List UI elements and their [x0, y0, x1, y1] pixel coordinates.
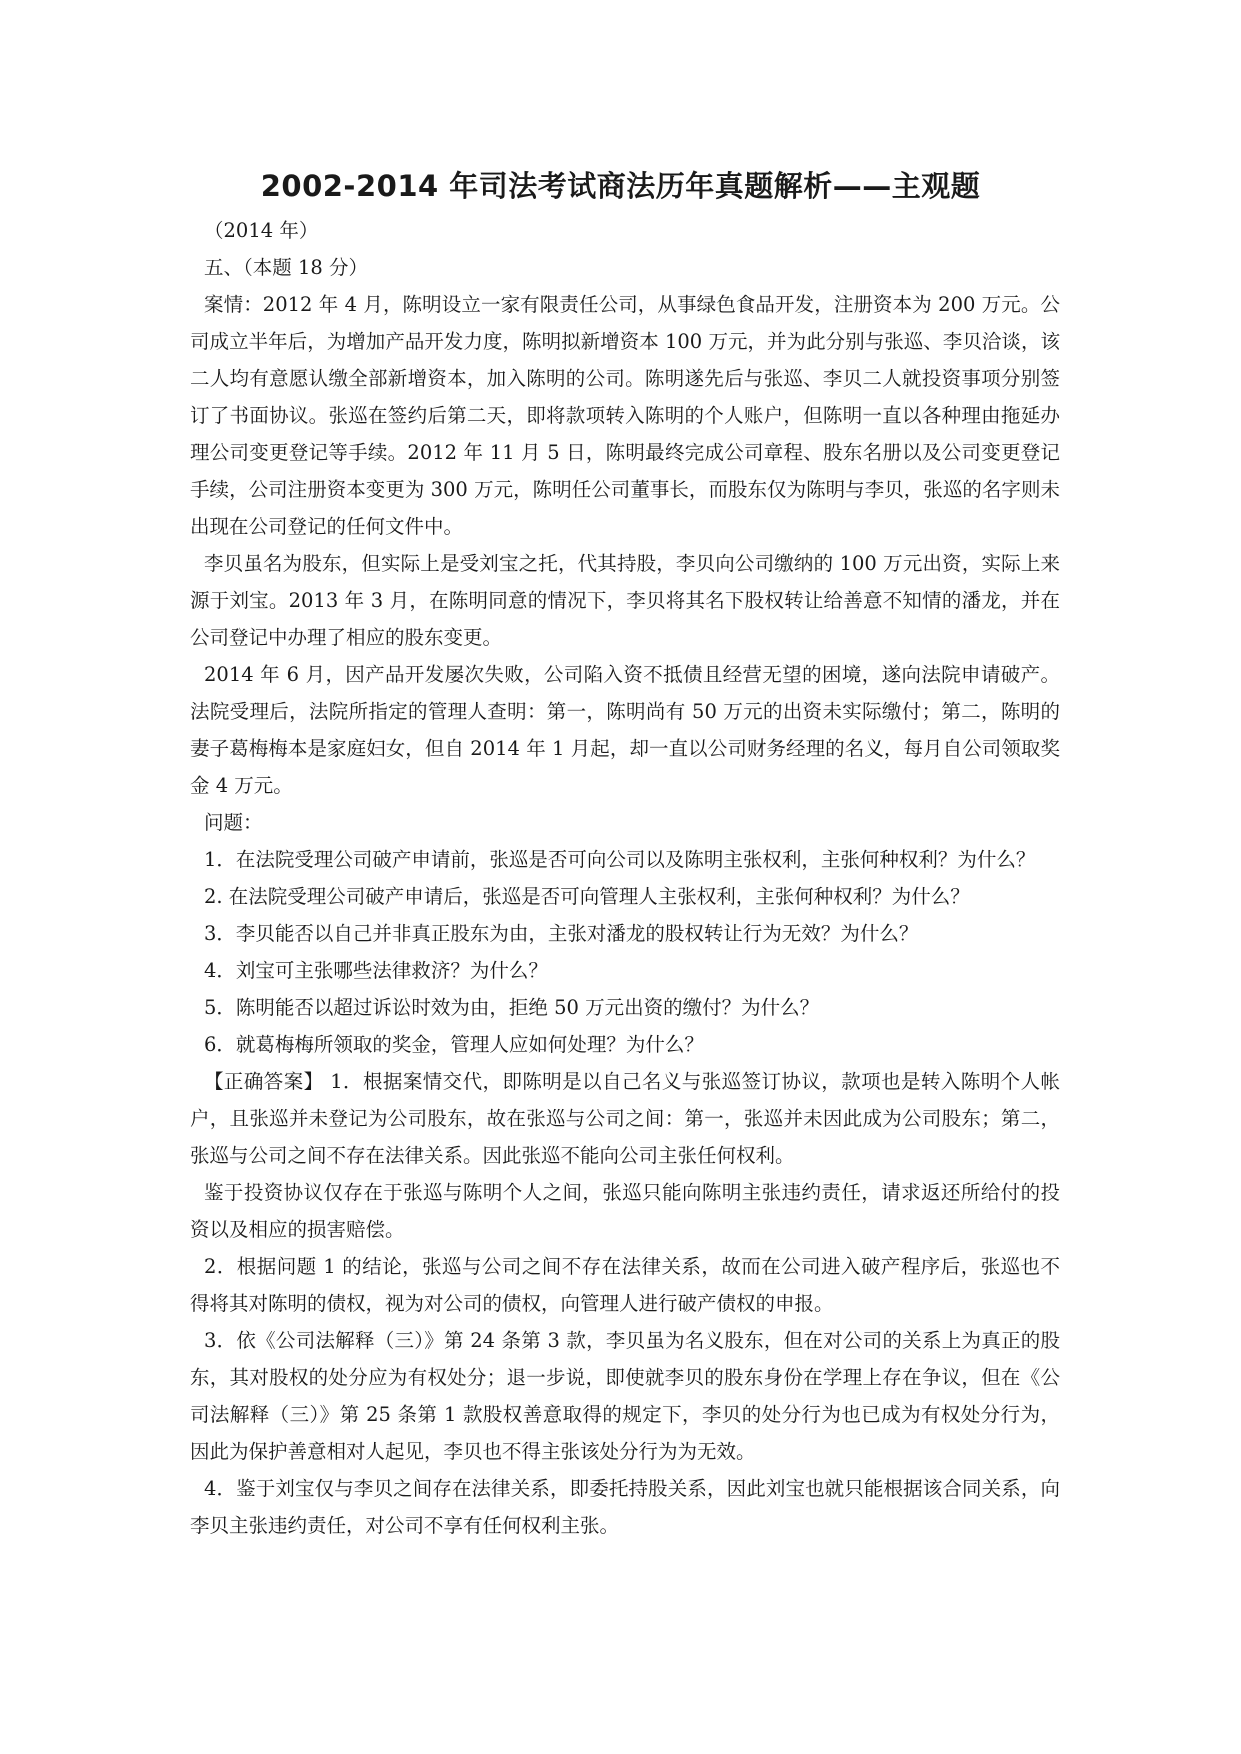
answer-paragraph: 4．鉴于刘宝仅与李贝之间存在法律关系，即委托持股关系，因此刘宝也就只能根据该合同关系，向李贝主张违约责任，对公司不享有任何权利主张。	[190, 1477, 1060, 1537]
case-paragraph: 案情：2012 年 4 月，陈明设立一家有限责任公司，从事绿色食品开发，注册资本为 200 万元。公司成立半年后，为增加产品开发力度，陈明拟新增资本 100 万元，并为此分别与张巡、李贝洽谈，该二人均有意愿认缴全部新增资本，加入陈明的公司。陈明遂先后与张巡、李贝二人就投资事项分别签订了书面协议。张巡在签约后第二天，即将款项转入陈明的个人账户，但陈明一直以各种理由拖延办理公司变更登记等手续。2012 年 11 月 5 日，陈明最终完成公司章程、股东名册以及公司变更登记手续，公司注册资本变更为 300 万元，陈明任公司董事长，而股东仅为陈明与李贝，张巡的名字则未出现在公司登记的任何文件中。	[190, 293, 1060, 538]
answer-paragraph	[190, 1063, 1060, 1174]
case-paragraph: 李贝虽名为股东，但实际上是受刘宝之托，代其持股，李贝向公司缴纳的 100 万元出资，实际上来源于刘宝。2013 年 3 月，在陈明同意的情况下，李贝将其名下股权转让给善意不知情的潘龙，并在公司登记中办理了相应的股东变更。	[190, 552, 1060, 649]
answer-paragraph: 2．根据问题 1 的结论，张巡与公司之间不存在法律关系，故而在公司进入破产程序后，张巡也不得将其对陈明的债权，视为对公司的债权，向管理人进行破产债权的申报。	[190, 1255, 1060, 1315]
answer-paragraph: 鉴于投资协议仅存在于张巡与陈明个人之间，张巡只能向陈明主张违约责任，请求返还所给付的投资以及相应的损害赔偿。	[190, 1181, 1060, 1241]
section-heading: 五、（本题 18 分）	[204, 256, 368, 279]
document-title: 2002-2014 年司法考试商法历年真题解析——主观题	[260, 169, 981, 203]
question-item: 6．就葛梅梅所领取的奖金，管理人应如何处理？为什么？	[204, 1033, 704, 1056]
question-item: 3．李贝能否以自己并非真正股东为由，主张对潘龙的股权转让行为无效？为什么？	[204, 922, 919, 945]
year-line: （2014 年）	[204, 219, 319, 242]
document-body	[190, 212, 1060, 1544]
answer-text: 1．根据案情交代，即陈明是以自己名义与张巡签订协议，款项也是转入陈明个人帐户，且张巡并未登记为公司股东，故在张巡与公司之间：第一，张巡并未因此成为公司股东；第二，张巡与公司之间不存在法律关系。因此张巡不能向公司主张任何权利。	[190, 1070, 1060, 1167]
answer-label: 【正确答案】	[204, 1070, 324, 1093]
question-item: 2. 在法院受理公司破产申请后，张巡是否可向管理人主张权利，主张何种权利？为什么？	[204, 885, 970, 908]
answer-paragraph: 3．依《公司法解释（三）》第 24 条第 3 款，李贝虽为名义股东，但在对公司的关系上为真正的股东，其对股权的处分应为有权处分；退一步说，即使就李贝的股东身份在学理上存在争议，但在《公司法解释（三）》第 25 条第 1 款股权善意取得的规定下，李贝的处分行为也已成为有权处分行为，因此为保护善意相对人起见，李贝也不得主张该处分行为为无效。	[190, 1329, 1060, 1463]
question-item: 5．陈明能否以超过诉讼时效为由，拒绝 50 万元出资的缴付？为什么？	[204, 996, 820, 1019]
questions-label: 问题：	[204, 811, 263, 834]
question-item: 1．在法院受理公司破产申请前，张巡是否可向公司以及陈明主张权利，主张何种权利？为什么？	[204, 848, 1036, 871]
question-item: 4．刘宝可主张哪些法律救济？为什么？	[204, 959, 548, 982]
case-paragraph: 2014 年 6 月，因产品开发屡次失败，公司陷入资不抵债且经营无望的困境，遂向法院申请破产。法院受理后，法院所指定的管理人查明：第一，陈明尚有 50 万元的出资未实际缴付；第二，陈明的妻子葛梅梅本是家庭妇女，但自 2014 年 1 月起，却一直以公司财务经理的名义，每月自公司领取奖金 4 万元。	[190, 663, 1060, 797]
